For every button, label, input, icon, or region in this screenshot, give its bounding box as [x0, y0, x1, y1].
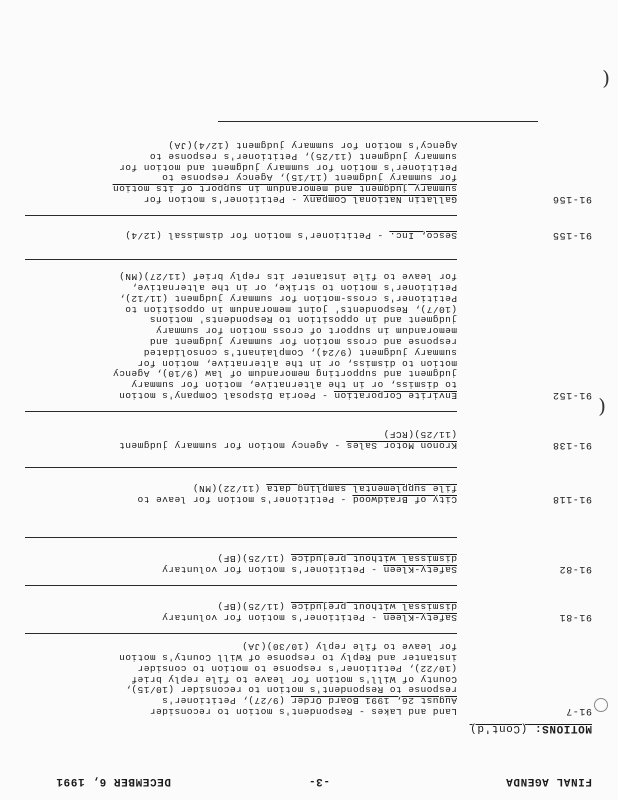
line-text: response and cross motion for summary judgment and — [149, 336, 457, 348]
line-text: motion to dismiss, or in the alternative, motion for — [137, 357, 457, 369]
line-text: - Peoria Disposal Company's motion — [118, 390, 334, 401]
docket-number: 91-7 — [565, 705, 592, 716]
line-text: (11/25)(BF) — [217, 601, 291, 613]
entry-line — [27, 673, 457, 684]
case-name: Sesco, Inc. — [389, 230, 457, 241]
entry-line — [27, 303, 457, 314]
line-text: for leave to file reply (10/30)(JA) — [241, 641, 457, 653]
entry-line — [27, 346, 457, 357]
line-text: Petitioner's motion to strike, or in the alternative, — [131, 282, 457, 294]
docket-number: 91-138 — [552, 439, 592, 450]
line-text: County of Will's motion for leave to file reply brief — [131, 673, 457, 685]
entry-line — [27, 270, 457, 281]
separator-rule — [25, 585, 457, 586]
line-text: - Agency motion for summary judgment — [118, 440, 347, 451]
entry-line — [27, 611, 457, 622]
line-text: Land and Lakes - Respondent's motion to reconsider — [149, 706, 457, 717]
docket-number: 91-118 — [552, 493, 592, 504]
entry-line — [27, 150, 457, 161]
agenda-title: FINAL AGENDA — [505, 775, 592, 787]
separator-rule — [25, 537, 457, 538]
line-text: to dismiss, or in the alternative, motion for summary — [131, 379, 457, 391]
line-text: for summary judgment (11/15), Agency response to — [161, 172, 457, 184]
entry-text — [27, 428, 457, 450]
separator-rule — [25, 633, 457, 634]
entry-line — [27, 662, 457, 673]
line-text: for leave to file instanter its reply brief (11/27)(MN) — [118, 271, 457, 283]
line-text: (11/25)(RCF) — [383, 429, 457, 441]
case-name: Kronon Motor Sales — [346, 440, 457, 451]
entry-line — [27, 482, 457, 493]
line-text: memorandum in support of cross motion for summary — [155, 325, 457, 337]
entry-line — [27, 335, 457, 346]
entry-text — [27, 270, 457, 400]
line-text: (9/27), Petitioner's — [161, 695, 291, 707]
line-text: - Petitioner's motion for voluntary — [161, 612, 384, 623]
punch-hole-mark — [594, 698, 608, 712]
entry-line — [27, 600, 457, 611]
entry-line — [27, 493, 457, 504]
underlined-text: August 26, 1991 Board Order — [290, 695, 457, 707]
scan-mark: ( — [602, 68, 610, 92]
entry-text — [27, 640, 457, 716]
entry-line — [27, 281, 457, 292]
entry-line — [27, 368, 457, 379]
entry-line — [27, 161, 457, 172]
section-title: MOTIONS: — [534, 722, 592, 734]
entry-text — [27, 229, 457, 240]
line-text: Petitioner's motion for summary judgment and motion for — [118, 161, 457, 173]
underlined-text: dismissal without prejudice — [290, 553, 457, 565]
entry-line — [27, 705, 457, 716]
line-text: - Petitioner's motion for — [143, 194, 304, 205]
case-name: Safety-Kleen — [383, 564, 457, 575]
underlined-text: dismissal without prejudice — [290, 601, 457, 613]
line-text: (11/25)(BF) — [217, 553, 291, 565]
docket-number: 91-156 — [552, 193, 592, 204]
entry-line — [27, 684, 457, 695]
separator-rule — [25, 411, 457, 412]
docket-number: 91-82 — [558, 563, 592, 574]
entry-line — [27, 172, 457, 183]
docket-number: 91-155 — [552, 229, 592, 240]
line-text: summary judgment (11/25), Petitioner's response to — [149, 150, 457, 162]
entry-line — [27, 552, 457, 563]
entry-line — [27, 378, 457, 389]
underlined-text: summary judgment and memorandum in support of its motion — [112, 183, 457, 195]
line-text: - Petitioner's motion for voluntary — [161, 564, 384, 575]
entry-line — [27, 182, 457, 193]
line-text: judgment and in opposition to Respondents' motions — [149, 314, 457, 326]
case-name: Gallatin National Company — [303, 194, 457, 205]
entry-text — [27, 139, 457, 204]
underlined-text: file supplemental sampling data — [266, 483, 457, 495]
line-text: (11/22)(MN) — [192, 483, 267, 495]
entry-line — [27, 193, 457, 204]
line-text: summary judgment (9/24), Complainant's consolidated — [143, 346, 457, 358]
entry-line — [27, 314, 457, 325]
entry-line — [27, 428, 457, 439]
section-continued: (Cont'd) — [469, 722, 528, 734]
separator-rule — [25, 467, 457, 468]
docket-number: 91-81 — [558, 611, 592, 622]
line-text: - Petitioner's motion for leave to — [137, 494, 353, 505]
line-text: instanter and Reply to response of Will County's motion — [118, 652, 457, 664]
line-text: - Petitioner's motion for dismissal (12/4) — [124, 230, 390, 241]
line-text: (10/22), Petitioner's response to motion to consider — [137, 662, 457, 674]
line-text: (10/7), Respondents' joint memorandum in opposition to — [124, 303, 457, 315]
entry-text — [27, 482, 457, 504]
agenda-date: DECEMBER 6, 1991 — [55, 775, 171, 787]
case-name: Envirite Corporation — [333, 390, 457, 401]
line-text: judgment and supporting memorandum of law (9/10), Agency — [112, 368, 457, 380]
entry-line — [27, 640, 457, 651]
docket-number: 91-152 — [552, 389, 592, 400]
section-heading — [470, 722, 592, 734]
entry-text — [27, 552, 457, 574]
entry-line — [27, 357, 457, 368]
entry-line — [27, 389, 457, 400]
case-name: City of Braidwood — [352, 494, 457, 505]
entry-line — [27, 292, 457, 303]
scan-mark: ( — [598, 396, 606, 420]
line-text: Petitioner's cross-motion for summary judgment (11/12), — [118, 292, 457, 304]
entry-text — [27, 600, 457, 622]
line-text: Agency's motion for summary judgment (12/4)(JA) — [167, 140, 457, 152]
entry-line — [27, 139, 457, 150]
entry-line — [27, 563, 457, 574]
separator-rule — [218, 121, 538, 122]
separator-rule — [25, 215, 457, 216]
line-text: response to Respondent's motion to reconsider (10/15), — [124, 684, 457, 696]
entry-line — [27, 324, 457, 335]
entry-line — [27, 439, 457, 450]
case-name: Safety-Kleen — [383, 612, 457, 623]
separator-rule — [25, 259, 457, 260]
entry-line — [27, 229, 457, 240]
entry-line — [27, 651, 457, 662]
entry-line — [27, 694, 457, 705]
page-number: -3- — [308, 775, 330, 787]
